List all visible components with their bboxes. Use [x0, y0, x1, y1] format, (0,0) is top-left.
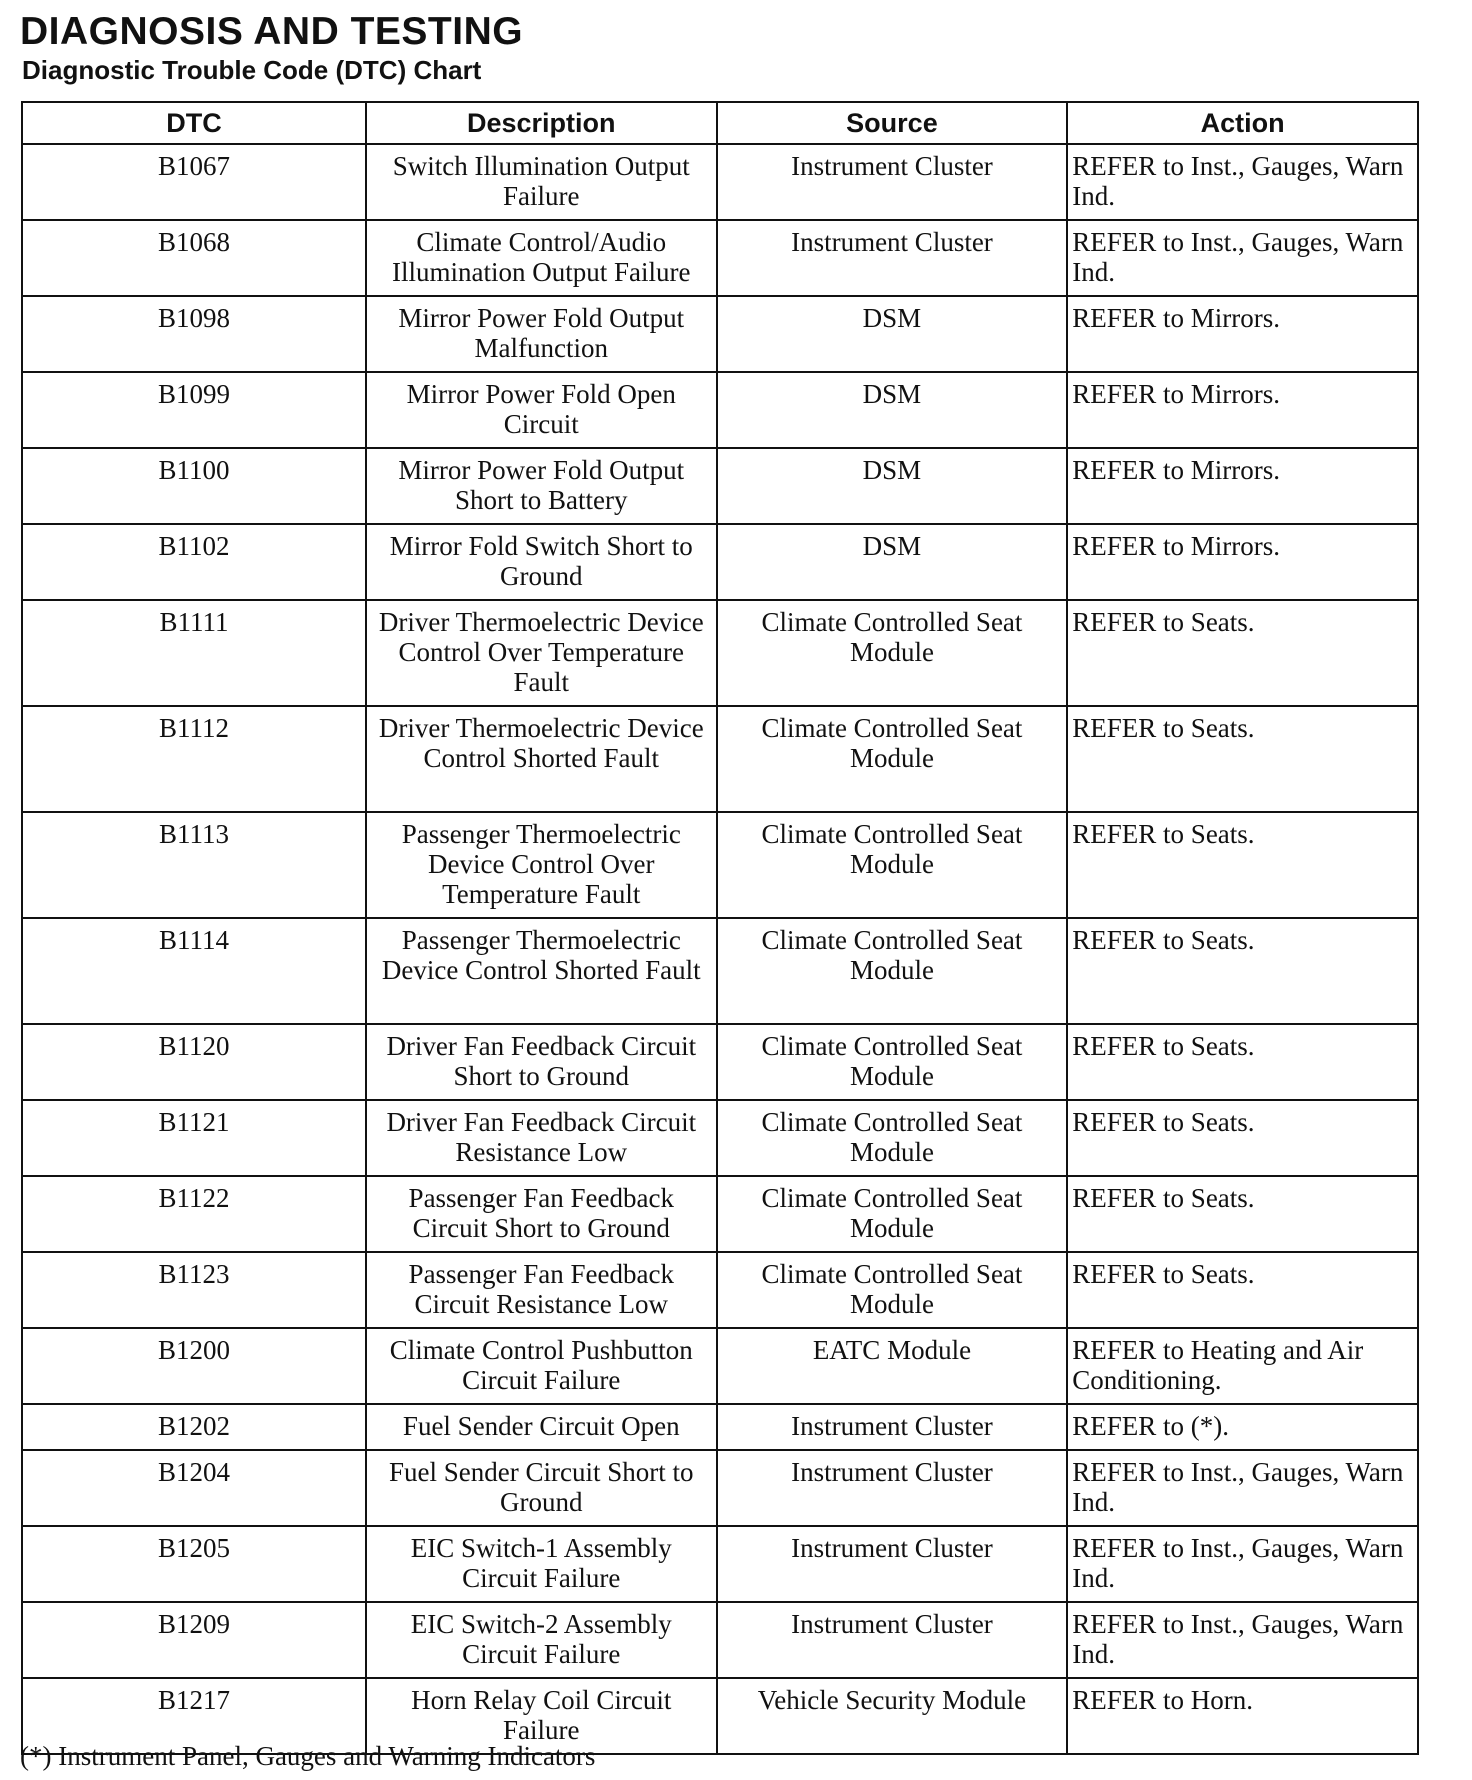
dtc-code: B1217	[22, 1678, 366, 1754]
dtc-source: DSM	[717, 524, 1068, 600]
dtc-description: Switch Illumination Output Failure	[366, 144, 717, 220]
dtc-code: B1111	[22, 600, 366, 706]
dtc-source: Climate Controlled Seat Module	[717, 706, 1068, 812]
dtc-code: B1123	[22, 1252, 366, 1328]
table-row	[22, 600, 1418, 706]
dtc-description: Fuel Sender Circuit Short to Ground	[366, 1450, 717, 1526]
dtc-code: B1068	[22, 220, 366, 296]
dtc-action: REFER to Seats.	[1067, 918, 1418, 1024]
dtc-action: REFER to Seats.	[1067, 706, 1418, 812]
dtc-action: REFER to Inst., Gauges, Warn Ind.	[1067, 220, 1418, 296]
dtc-code: B1204	[22, 1450, 366, 1526]
dtc-description: Driver Thermoelectric Device Control Shorted Fault	[366, 706, 717, 812]
dtc-code: B1122	[22, 1176, 366, 1252]
dtc-code: B1120	[22, 1024, 366, 1100]
dtc-action: REFER to Heating and Air Conditioning.	[1067, 1328, 1418, 1404]
table-row	[22, 1176, 1418, 1252]
dtc-code: B1113	[22, 812, 366, 918]
dtc-code: B1112	[22, 706, 366, 812]
dtc-action: REFER to Seats.	[1067, 600, 1418, 706]
table-row	[22, 1328, 1418, 1404]
dtc-source: Climate Controlled Seat Module	[717, 600, 1068, 706]
table-row	[22, 706, 1418, 812]
dtc-source: Instrument Cluster	[717, 1404, 1068, 1450]
dtc-source: Instrument Cluster	[717, 1526, 1068, 1602]
dtc-code: B1121	[22, 1100, 366, 1176]
dtc-description: Fuel Sender Circuit Open	[366, 1404, 717, 1450]
dtc-action: REFER to Mirrors.	[1067, 372, 1418, 448]
dtc-action: REFER to (*).	[1067, 1404, 1418, 1450]
dtc-description: Climate Control Pushbutton Circuit Failure	[366, 1328, 717, 1404]
dtc-code: B1067	[22, 144, 366, 220]
column-header-action: Action	[1067, 102, 1418, 144]
dtc-description: Mirror Power Fold Output Malfunction	[366, 296, 717, 372]
table-row	[22, 372, 1418, 448]
column-header-source: Source	[717, 102, 1068, 144]
dtc-description: Mirror Fold Switch Short to Ground	[366, 524, 717, 600]
dtc-description: Passenger Thermoelectric Device Control Shorted Fault	[366, 918, 717, 1024]
table-header-row	[22, 102, 1418, 144]
dtc-description: Passenger Fan Feedback Circuit Resistance Low	[366, 1252, 717, 1328]
dtc-code: B1098	[22, 296, 366, 372]
dtc-source: Climate Controlled Seat Module	[717, 1024, 1068, 1100]
dtc-description: Horn Relay Coil Circuit Failure	[366, 1678, 717, 1754]
table-row	[22, 1024, 1418, 1100]
dtc-description: Driver Thermoelectric Device Control Over Temperature Fault	[366, 600, 717, 706]
table-row	[22, 1602, 1418, 1678]
footnote: (*) Instrument Panel, Gauges and Warning Indicators	[20, 1741, 596, 1771]
column-header-dtc: DTC	[22, 102, 366, 144]
table-row	[22, 448, 1418, 524]
dtc-code: B1205	[22, 1526, 366, 1602]
dtc-action: REFER to Seats.	[1067, 1176, 1418, 1252]
dtc-source: Climate Controlled Seat Module	[717, 812, 1068, 918]
dtc-action: REFER to Seats.	[1067, 1024, 1418, 1100]
table-row	[22, 220, 1418, 296]
dtc-description: Mirror Power Fold Open Circuit	[366, 372, 717, 448]
dtc-action: REFER to Mirrors.	[1067, 296, 1418, 372]
dtc-source: Vehicle Security Module	[717, 1678, 1068, 1754]
dtc-code: B1099	[22, 372, 366, 448]
dtc-action: REFER to Inst., Gauges, Warn Ind.	[1067, 144, 1418, 220]
dtc-description: EIC Switch-1 Assembly Circuit Failure	[366, 1526, 717, 1602]
dtc-action: REFER to Seats.	[1067, 1252, 1418, 1328]
dtc-source: Climate Controlled Seat Module	[717, 1100, 1068, 1176]
dtc-action: REFER to Inst., Gauges, Warn Ind.	[1067, 1450, 1418, 1526]
dtc-action: REFER to Mirrors.	[1067, 524, 1418, 600]
table-row	[22, 144, 1418, 220]
page-title: DIAGNOSIS AND TESTING	[20, 10, 524, 53]
dtc-source: Instrument Cluster	[717, 144, 1068, 220]
dtc-source: Instrument Cluster	[717, 1602, 1068, 1678]
dtc-source: Climate Controlled Seat Module	[717, 1252, 1068, 1328]
table-row	[22, 1526, 1418, 1602]
dtc-action: REFER to Inst., Gauges, Warn Ind.	[1067, 1526, 1418, 1602]
dtc-source: Climate Controlled Seat Module	[717, 1176, 1068, 1252]
dtc-table	[21, 101, 1419, 1755]
dtc-description: Passenger Fan Feedback Circuit Short to Ground	[366, 1176, 717, 1252]
table-row	[22, 296, 1418, 372]
table-row	[22, 524, 1418, 600]
dtc-source: DSM	[717, 296, 1068, 372]
table-row	[22, 1252, 1418, 1328]
dtc-description: Driver Fan Feedback Circuit Resistance Low	[366, 1100, 717, 1176]
dtc-code: B1100	[22, 448, 366, 524]
dtc-code: B1200	[22, 1328, 366, 1404]
dtc-source: Instrument Cluster	[717, 220, 1068, 296]
dtc-description: Mirror Power Fold Output Short to Battery	[366, 448, 717, 524]
dtc-code: B1209	[22, 1602, 366, 1678]
dtc-action: REFER to Seats.	[1067, 812, 1418, 918]
dtc-code: B1202	[22, 1404, 366, 1450]
table-row	[22, 1100, 1418, 1176]
dtc-code: B1114	[22, 918, 366, 1024]
dtc-source: DSM	[717, 372, 1068, 448]
dtc-action: REFER to Horn.	[1067, 1678, 1418, 1754]
dtc-action: REFER to Inst., Gauges, Warn Ind.	[1067, 1602, 1418, 1678]
dtc-source: Climate Controlled Seat Module	[717, 918, 1068, 1024]
dtc-description: Passenger Thermoelectric Device Control Over Temperature Fault	[366, 812, 717, 918]
dtc-description: EIC Switch-2 Assembly Circuit Failure	[366, 1602, 717, 1678]
dtc-source: EATC Module	[717, 1328, 1068, 1404]
dtc-description: Driver Fan Feedback Circuit Short to Ground	[366, 1024, 717, 1100]
dtc-action: REFER to Mirrors.	[1067, 448, 1418, 524]
chart-subtitle: Diagnostic Trouble Code (DTC) Chart	[22, 55, 482, 85]
table-row	[22, 918, 1418, 1024]
table-row	[22, 1450, 1418, 1526]
table-row	[22, 1404, 1418, 1450]
dtc-source: Instrument Cluster	[717, 1450, 1068, 1526]
dtc-source: DSM	[717, 448, 1068, 524]
dtc-code: B1102	[22, 524, 366, 600]
dtc-description: Climate Control/Audio Illumination Output Failure	[366, 220, 717, 296]
table-row	[22, 812, 1418, 918]
column-header-description: Description	[366, 102, 717, 144]
dtc-action: REFER to Seats.	[1067, 1100, 1418, 1176]
